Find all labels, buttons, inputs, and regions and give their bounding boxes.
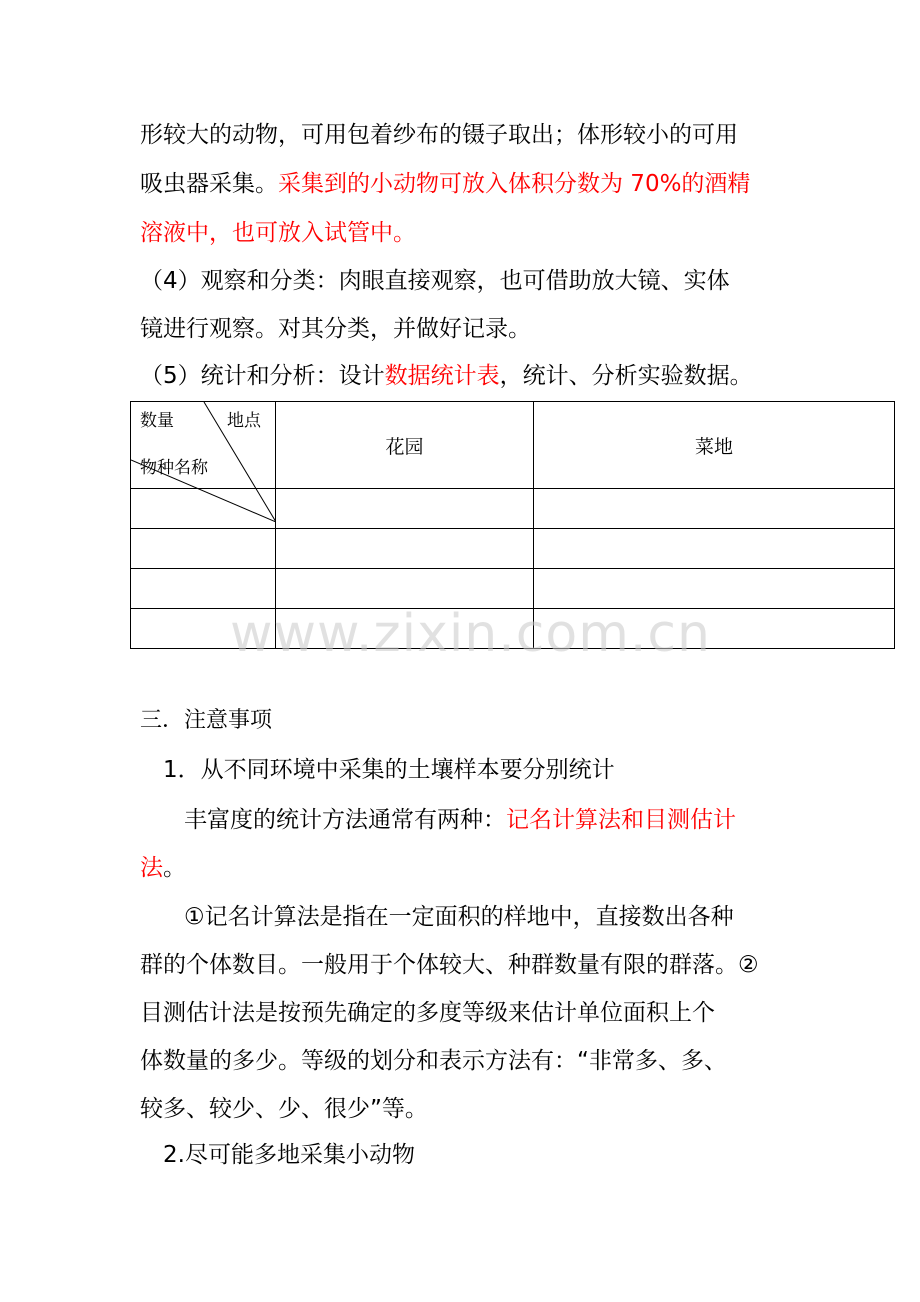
section-heading: 三．注意事项: [140, 708, 273, 733]
corner-label-quantity: 数量: [140, 411, 174, 431]
text-span: 。: [163, 855, 186, 881]
highlight-text: 数据统计表: [384, 363, 500, 389]
highlight-text: 法: [140, 855, 163, 881]
column-header-vegetable-field: 菜地: [534, 402, 895, 489]
precaution-item-2: 2.尽可能多地采集小动物: [163, 1142, 415, 1168]
table-corner-cell: [131, 402, 276, 489]
text-span: ，统计、分析实验数据。: [499, 363, 753, 389]
paragraph-statistics: [140, 361, 753, 391]
text-line: 形较大的动物，可用包着纱布的镊子取出；体形较小的可用: [140, 122, 738, 148]
table-header-row: [131, 402, 895, 489]
text-line: 较多、较少、少、很少”等。: [140, 1096, 428, 1122]
text-line: [184, 805, 736, 835]
table-cell: [276, 569, 534, 609]
table-cell: [131, 569, 276, 609]
table-cell: [276, 529, 534, 569]
precaution-item-1: 1．从不同环境中采集的土壤样本要分别统计: [163, 757, 615, 783]
table-cell: [131, 529, 276, 569]
text-line: 体数量的多少。等级的划分和表示方法有：“非常多、多、: [140, 1048, 727, 1074]
highlight-text: 采集到的小动物可放入体积分数为 70%的酒精: [278, 171, 751, 197]
corner-label-species: 物种名称: [140, 458, 208, 478]
text-line: 目测估计法是按预先确定的多度等级来估计单位面积上个: [140, 1000, 715, 1026]
table-cell: [534, 569, 895, 609]
column-header-garden: 花园: [276, 402, 534, 489]
highlight-text: 溶液中，也可放入试管中。: [140, 220, 416, 246]
table-row: [131, 529, 895, 569]
text-line: 镜进行观察。对其分类，并做好记录。: [140, 316, 531, 342]
text-line: 群的个体数目。一般用于个体较大、种群数量有限的群落。②: [140, 952, 759, 978]
watermark: www.zixin.com.cn: [230, 604, 711, 664]
text-line: （4）观察和分类：肉眼直接观察，也可借助放大镜、实体: [140, 268, 730, 294]
text-span: （5）统计和分析：设计: [140, 363, 385, 389]
text-line: [140, 853, 186, 883]
table-cell: [276, 489, 534, 529]
table-cell: [534, 489, 895, 529]
corner-label-location: 地点: [227, 411, 261, 431]
table-cell: [534, 529, 895, 569]
table-row: [131, 569, 895, 609]
highlight-text: 记名计算法和目测估计: [506, 807, 736, 833]
text-span: 丰富度的统计方法通常有两种：: [184, 807, 506, 833]
text-line: [140, 169, 750, 199]
text-span: 吸虫器采集。: [140, 171, 278, 197]
text-line: ①记名计算法是指在一定面积的样地中，直接数出各种: [184, 904, 734, 930]
